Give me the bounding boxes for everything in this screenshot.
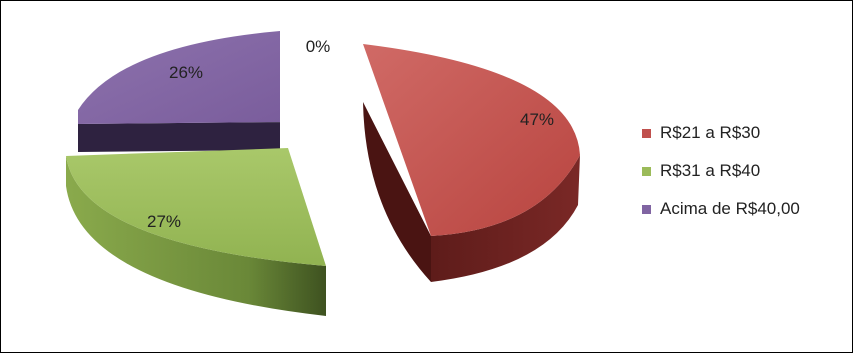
chart-legend — [642, 122, 800, 236]
slice-r21-a-r30 — [363, 44, 580, 282]
legend-label: Acima de R$40,00 — [660, 199, 800, 218]
legend-label: R$21 a R$30 — [660, 123, 761, 142]
legend-swatch-purple — [642, 205, 651, 214]
legend-item-acima-de-r40 — [642, 198, 800, 220]
legend-item-r31-a-r40 — [642, 160, 800, 182]
legend-item-r21-a-r30 — [642, 122, 800, 144]
legend-swatch-red — [642, 129, 651, 138]
legend-swatch-green — [642, 167, 651, 176]
data-label-27pct: 27% — [146, 212, 182, 231]
data-label-47pct: 47% — [519, 110, 555, 129]
slice-r31-a-r40 — [66, 148, 326, 316]
legend-label: R$31 a R$40 — [660, 161, 761, 180]
data-label-26pct: 26% — [168, 63, 204, 82]
slice-acima-de-r40 — [78, 31, 280, 152]
data-label-0pct: 0% — [305, 37, 331, 56]
